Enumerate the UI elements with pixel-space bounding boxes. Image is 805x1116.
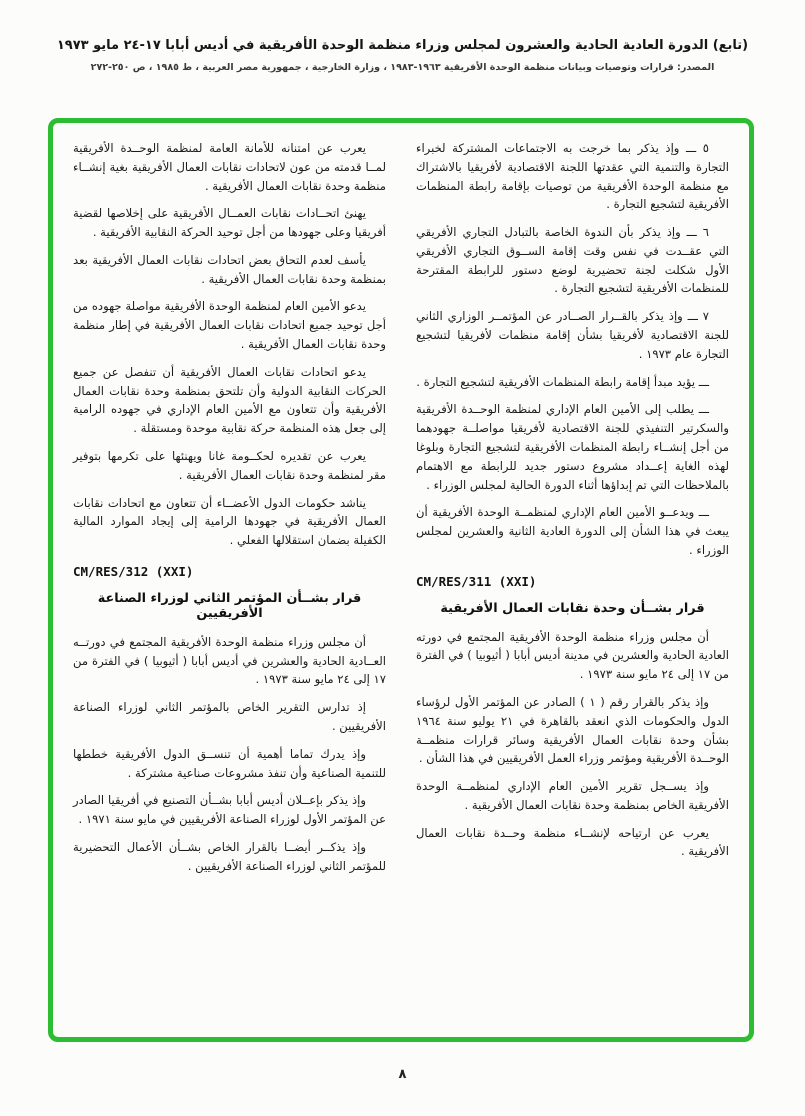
highlight-annotation-box bbox=[48, 118, 754, 1042]
paragraph: يهنئ اتحــادات نقابات العمــال الأفريقية على إخلاصها لقضية أفريقيا وعلى جهودها من أجل توحيد الحركة النقابية الأفريقية . bbox=[73, 206, 386, 240]
resolution-title: قرار بشــأن وحدة نقابات العمال الأفريقية bbox=[440, 600, 705, 616]
paragraph: يدعو الأمين العام لمنظمة الوحدة الأفريقية مواصلة جهوده من أجل توحيد جميع اتحادات نقابات العمال الأفريقية في إطار منظمة وحدة نقابات العمال الأفريقية . bbox=[73, 299, 386, 352]
paragraph: يأسف لعدم التحاق بعض اتحادات نقابات العمال الأفريقية بعد بمنظمة وحدة نقابات العمال الأفريقية . bbox=[73, 252, 386, 286]
column-left bbox=[73, 139, 386, 1027]
paragraph: ٧ ـــ وإذ يذكر بالقــرار الصــادر عن المؤتمــر الوزاري الثاني للجنة الاقتصادية لأفريقيا بشأن إقامة منظمات لأفريقيا لتشجيع التجارة عام ١٩٧٣ . bbox=[416, 309, 729, 361]
header-source-note: المصدر: قرارات وتوصيات وبيانات منظمة الوحدة الأفريقية ١٩٦٣-١٩٨٣ ، وزارة الخارجية ، جمهورية مصر العربية ، ط ١٩٨٥ ، ص ٢٥٠-٢٧٢ bbox=[90, 62, 715, 73]
paragraph: ـــ يطلب إلى الأمين العام الإداري لمنظمة الوحــدة الأفريقية والسكرتير التنفيذي للجنة الاقتصادية لأفريقيا مواصلــة جهودهما من أجل إنشــاء رابطة المنظمات الأفريقية لتشجيع التجارة وبلوغا لهذه الغاية إعــداد مشروع دستور جديد للرابطة مع الاهتمام بالملاحظات التي تم إبداؤها أثناء الدورة الحالية لمجلس الوزراء . bbox=[416, 402, 729, 492]
resolution-id: CM/RES/311 (XXI) bbox=[416, 573, 537, 589]
resolution-id: CM/RES/312 (XXI) bbox=[73, 563, 194, 579]
two-column-layout bbox=[73, 139, 729, 1027]
page-number: ٨ bbox=[398, 1067, 407, 1082]
paragraph: يناشد حكومات الدول الأعضــاء أن تتعاون مع اتحادات نقابات العمال الأفريقية في جهودها الرامية إلى إيجاد الموارد المالية الكفيلة بضمان استقلالها الفعلي . bbox=[73, 495, 386, 548]
paragraph: يعرب عن امتنانه للأمانة العامة لمنظمة الوحــدة الأفريقية لمــا قدمته من عون لاتحادات نقابات العمال الأفريقية بغية إنشــاء منظمة وحدة نقابات العمال الأفريقية . bbox=[73, 141, 386, 193]
paragraph: وإذ يذكر بالقرار رقم ( ١ ) الصادر عن المؤتمر الأول لرؤساء الدول والحكومات الذي انعقد بالقاهرة في ٢١ يوليو سنة ١٩٦٤ بشأن وحدة نقابات العمال الأفريقية وسائر قرارات منظمــة الوحــدة الأفريقية ومؤتمر وزراء العمل الأفريقيين في هذا الشأن . bbox=[416, 694, 729, 766]
paragraph: وإذ يذكر بإعــلان أديس أبابا بشــأن التصنيع في أفريقيا الصادر عن المؤتمر الأول لوزراء الصناعة الأفريقيين في مايو سنة ١٩٧١ . bbox=[73, 793, 386, 827]
paragraph: وإذ يدرك تماما أهمية أن تنســق الدول الأفريقية خططها للتنمية الصناعية وأن تنفذ مشروعات صناعية مشتركة . bbox=[73, 746, 386, 780]
paragraph: يعرب عن ارتياحه لإنشــاء منظمة وحــدة نقابات العمال الأفريقية . bbox=[416, 825, 729, 859]
paragraph: ـــ يؤيد مبدأ إقامة رابطة المنظمات الأفريقية لتشجيع التجارة . bbox=[416, 374, 709, 389]
paragraph: ٥ ـــ وإذ يذكر بما خرجت به الاجتماعات المشتركة لخبراء التجارة والتنمية التي عقدتها اللجنة الاقتصادية لأفريقيا بالاشتراك مع منظمة الوحدة الأفريقية من توصيات بإقامة رابطة المنظمات الأفريقية لتشجيع التجارة . bbox=[416, 141, 729, 212]
document-header bbox=[30, 38, 775, 73]
paragraph: أن مجلس وزراء منظمة الوحدة الأفريقية المجتمع في دورتــه العــادية الحادية والعشرين في أديس أبابا ( أثيوبيا ) في الفترة من ١٧ إلى ٢٤ مايو سنة ١٩٧٣ . bbox=[73, 634, 386, 687]
paragraph: إذ تدارس التقرير الخاص بالمؤتمر الثاني لوزراء الصناعة الأفريقيين . bbox=[73, 700, 386, 733]
paragraph: ٦ ـــ وإذ يذكر بأن الندوة الخاصة بالتبادل التجاري الأفريقي التي عقــدت في نفس وقت إقامة الســوق التجاري الأفريقي الأول شكلت لجنة تحضيرية لوضع دستور للرابطة المقترحة للمنظمات الأفريقية لتشجيع التجارة . bbox=[416, 225, 729, 296]
paragraph: يعرب عن تقديره لحكــومة غانا ويهنئها على تكرمها بتوفير مقر لمنظمة وحدة نقابات العمال الأفريقية . bbox=[73, 448, 386, 482]
column-right bbox=[416, 139, 729, 1027]
header-title: (تابع) الدورة العادية الحادية والعشرون لمجلس وزراء منظمة الوحدة الأفريقية في أديس أبابا ١٧-٢٤ مايو ١٩٧٣ bbox=[56, 38, 749, 53]
paragraph: يدعو اتحادات نقابات العمال الأفريقية أن تنفصل عن جميع الحركات النقابية الدولية وأن تلتحق بمنظمة وحدة نقابات العمال الأفريقية وأن تتعاون مع الأمين العام الإداري في جهوده الرامية إلى جعل هذه المنظمة حركة نقابية موحدة ومستقلة . bbox=[73, 364, 386, 436]
paragraph: وإذ يســجل تقرير الأمين العام الإداري لمنظمــة الوحدة الأفريقية الخاص بمنظمة وحدة نقابات العمال الأفريقية . bbox=[416, 779, 729, 812]
resolution-title: قرار بشــأن المؤتمر الثاني لوزراء الصناعة الأفريقيين bbox=[97, 590, 362, 621]
paragraph: وإذ يذكــر أيضــا بالقرار الخاص بشــأن الأعمال التحضيرية للمؤتمر الثاني لوزراء الصناعة الأفريقيين . bbox=[73, 839, 386, 873]
paragraph: ـــ ويدعــو الأمين العام الإداري لمنظمــة الوحدة الأفريقية أن يبعث في هذا الشأن إلى الدورة العادية الثانية والعشرين لمجلس الوزراء . bbox=[416, 505, 729, 557]
paragraph: أن مجلس وزراء منظمة الوحدة الأفريقية المجتمع في دورته العادية الحادية والعشرين في مدينة أديس أبابا ( أثيوبيا ) في الفترة من ١٧ إلى ٢٤ مايو سنة ١٩٧٣ . bbox=[416, 629, 729, 682]
